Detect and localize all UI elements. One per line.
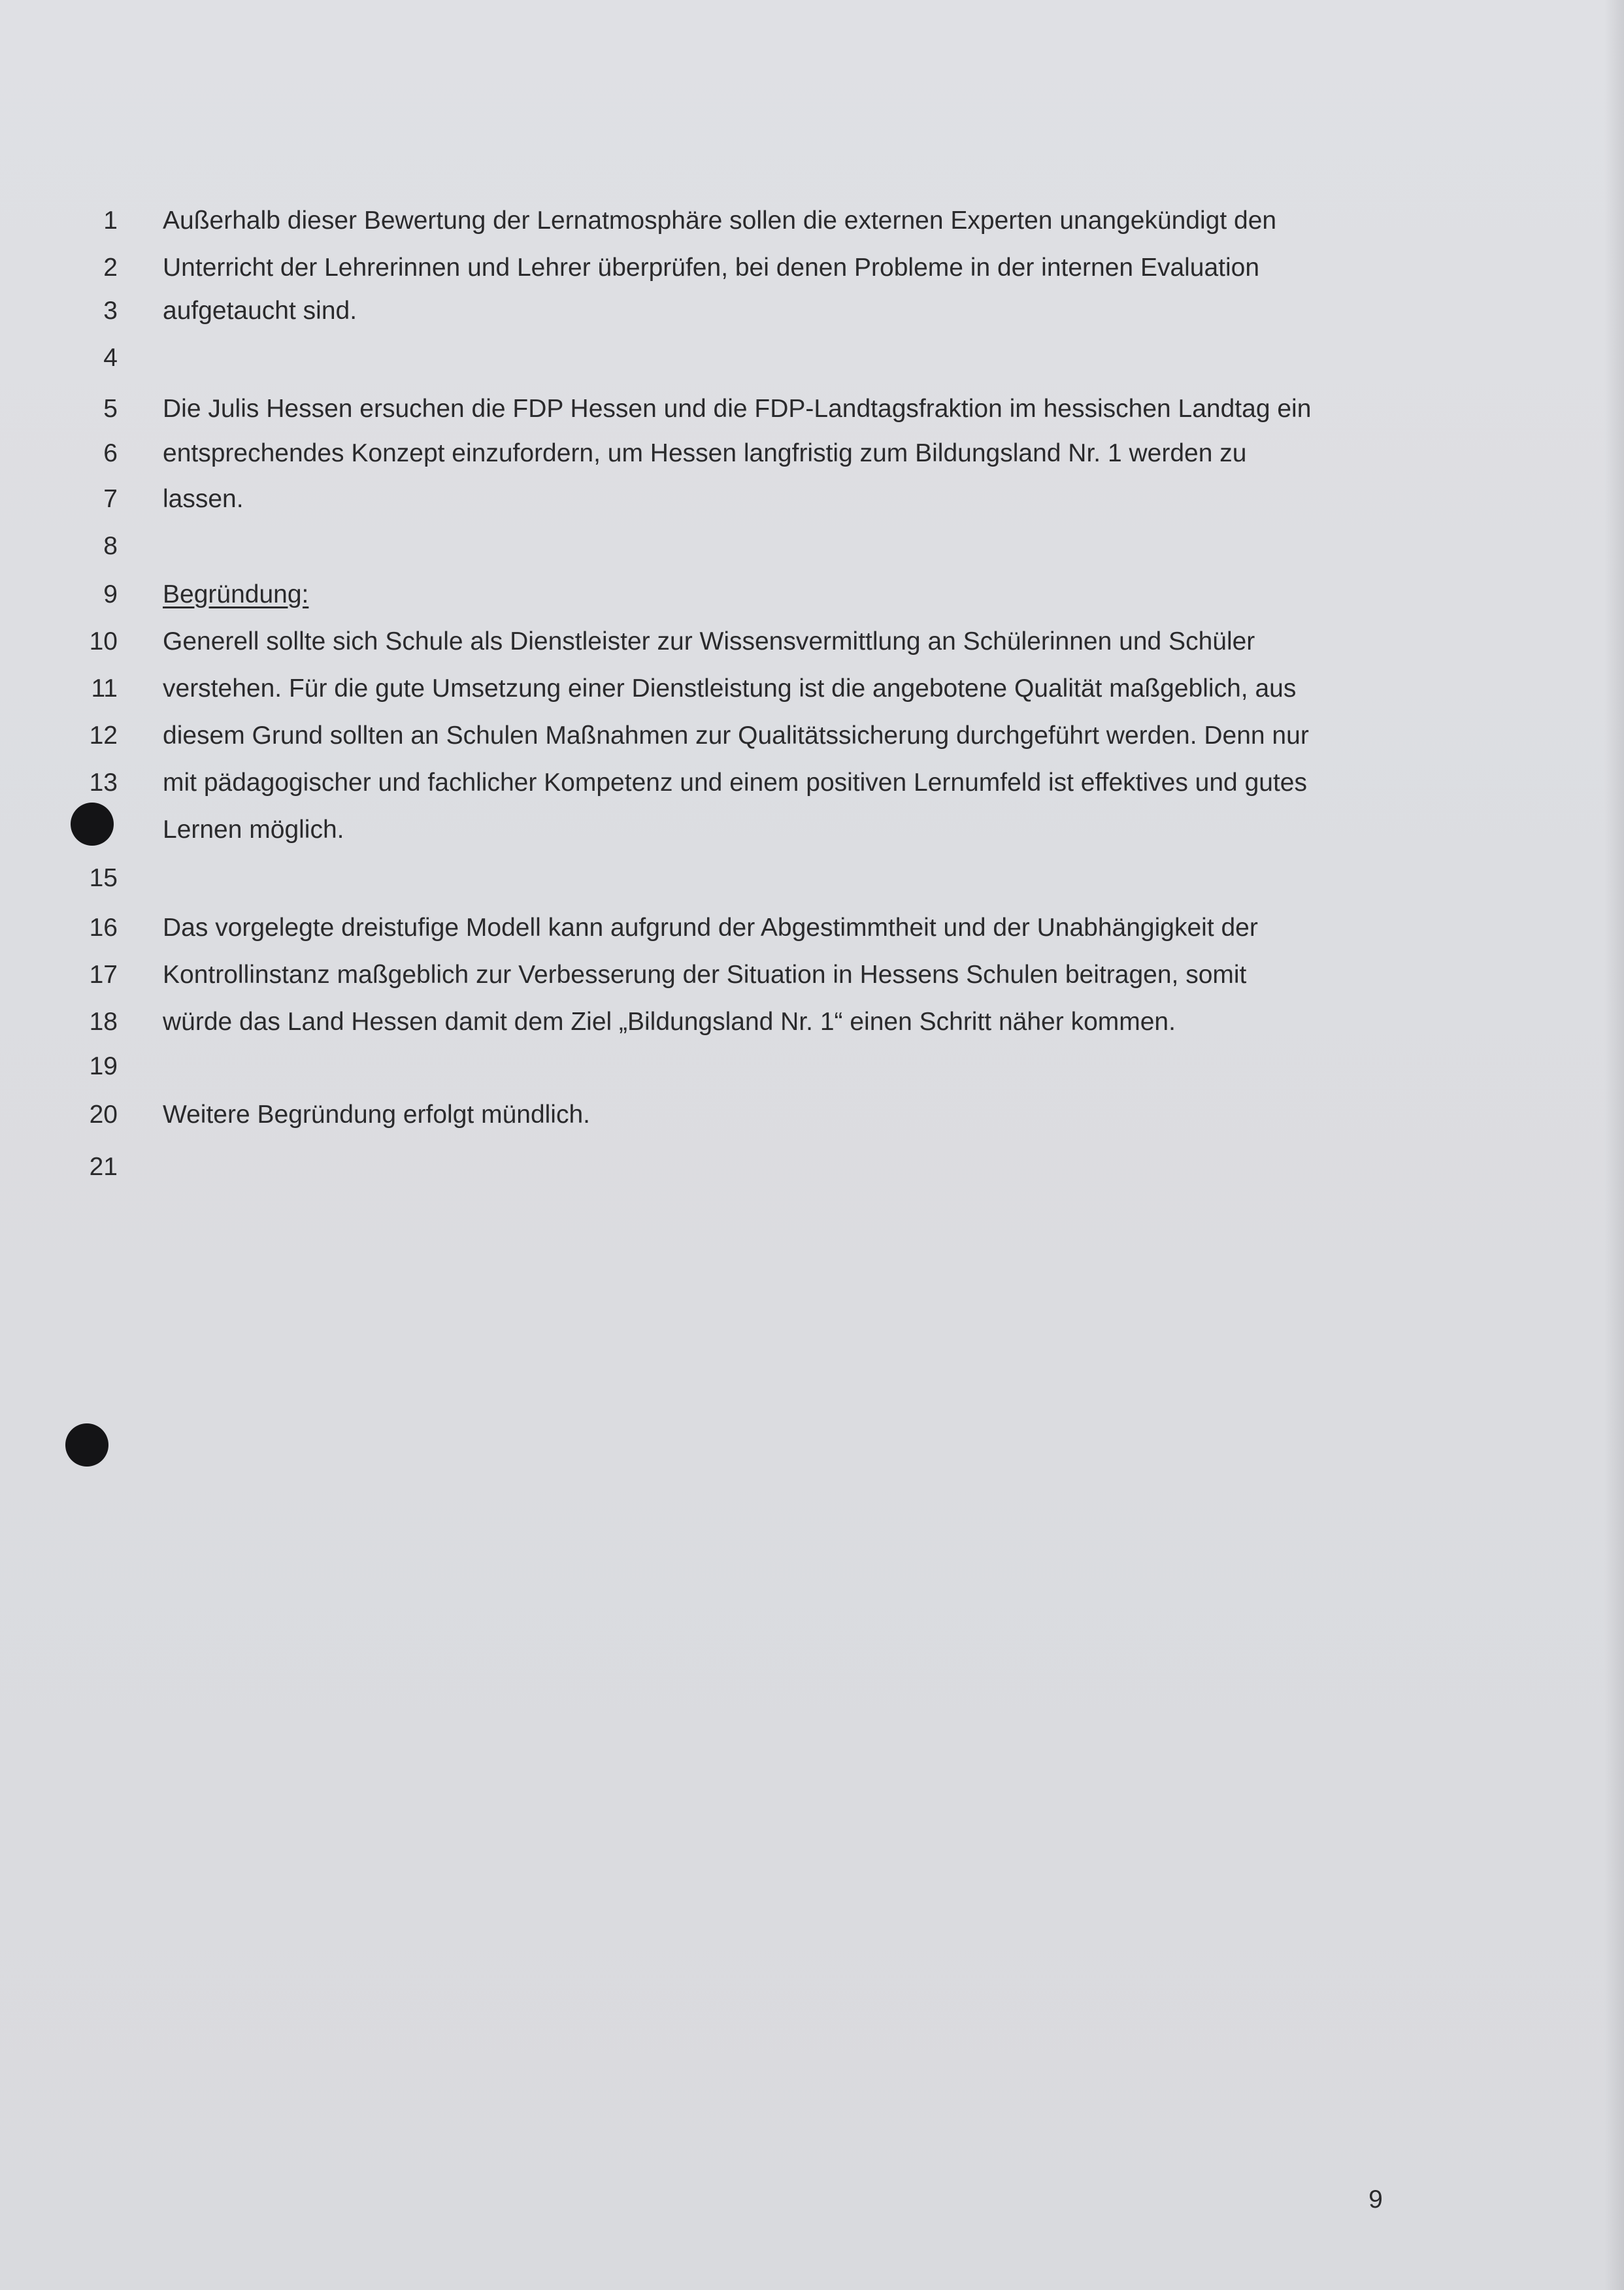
- line-number: 12: [89, 722, 118, 750]
- text-line: [0, 665, 1624, 712]
- text-line: [0, 244, 1624, 291]
- line-number: 1: [103, 207, 118, 235]
- line-number: 6: [103, 439, 118, 467]
- text-line: [0, 197, 1624, 244]
- punch-hole: [65, 1423, 108, 1467]
- line-number: 2: [103, 254, 118, 282]
- line-text: Außerhalb dieser Bewertung der Lernatmosphäre sollen die externen Experten unangekündigt den: [163, 207, 1277, 235]
- text-line: [0, 904, 1624, 952]
- line-number: 20: [89, 1101, 118, 1129]
- line-text: Die Julis Hessen ersuchen die FDP Hessen und die FDP-Landtagsfraktion im hessischen Landtag ein: [163, 395, 1312, 423]
- line-number: 10: [89, 627, 118, 655]
- line-number: 15: [89, 864, 118, 892]
- text-line: [0, 430, 1624, 477]
- section-heading: Begründung:: [163, 580, 309, 608]
- line-number: 17: [89, 961, 118, 989]
- text-line: [0, 476, 1624, 523]
- line-number: 5: [103, 395, 118, 423]
- text-line: [0, 999, 1624, 1046]
- line-text: Generell sollte sich Schule als Dienstleister zur Wissensvermittlung an Schülerinnen und Schüler: [163, 627, 1255, 655]
- line-number: 13: [89, 769, 118, 797]
- text-line: [0, 523, 1624, 570]
- line-number: 4: [103, 344, 118, 372]
- line-text: diesem Grund sollten an Schulen Maßnahmen zur Qualitätssicherung durchgeführt werden. Denn nur: [163, 722, 1309, 750]
- text-line: [0, 1091, 1624, 1138]
- text-line: [0, 571, 1624, 618]
- text-line: [0, 759, 1624, 806]
- text-line: [0, 1043, 1624, 1090]
- line-text: Kontrollinstanz maßgeblich zur Verbesserung der Situation in Hessens Schulen beitragen, somit: [163, 961, 1247, 989]
- line-text: lassen.: [163, 485, 244, 513]
- text-line: [0, 1144, 1624, 1191]
- text-line: [0, 335, 1624, 382]
- line-number: 16: [89, 914, 118, 942]
- text-line: [0, 712, 1624, 759]
- line-text: Das vorgelegte dreistufige Modell kann aufgrund der Abgestimmtheit und der Unabhängigkeit der: [163, 914, 1258, 942]
- line-number: 7: [103, 485, 118, 513]
- page-number: 9: [1368, 2185, 1383, 2214]
- text-line: [0, 618, 1624, 665]
- line-number: 8: [103, 532, 118, 560]
- line-text: Unterricht der Lehrerinnen und Lehrer überprüfen, bei denen Probleme in der internen Evaluation: [163, 254, 1260, 282]
- line-text: Weitere Begründung erfolgt mündlich.: [163, 1101, 590, 1129]
- line-text: Lernen möglich.: [163, 816, 344, 844]
- line-number: 18: [89, 1008, 118, 1036]
- line-number: 9: [103, 580, 118, 608]
- line-number: 21: [89, 1153, 118, 1181]
- line-number: 19: [89, 1052, 118, 1080]
- text-line: [0, 288, 1624, 335]
- line-text: verstehen. Für die gute Umsetzung einer Dienstleistung ist die angebotene Qualität maßgeblich, aus: [163, 674, 1297, 703]
- line-number: 3: [103, 297, 118, 325]
- text-line: [0, 386, 1624, 433]
- line-number: 11: [91, 674, 118, 703]
- line-text: aufgetaucht sind.: [163, 297, 357, 325]
- text-line: [0, 952, 1624, 999]
- text-line: [0, 806, 1624, 854]
- line-text: würde das Land Hessen damit dem Ziel „Bildungsland Nr. 1“ einen Schritt näher kommen.: [163, 1008, 1176, 1036]
- text-line: [0, 855, 1624, 902]
- line-text: mit pädagogischer und fachlicher Kompetenz und einem positiven Lernumfeld ist effektives und gutes: [163, 769, 1307, 797]
- punch-hole: [71, 803, 114, 846]
- line-text: entsprechendes Konzept einzufordern, um Hessen langfristig zum Bildungsland Nr. 1 werden zu: [163, 439, 1247, 467]
